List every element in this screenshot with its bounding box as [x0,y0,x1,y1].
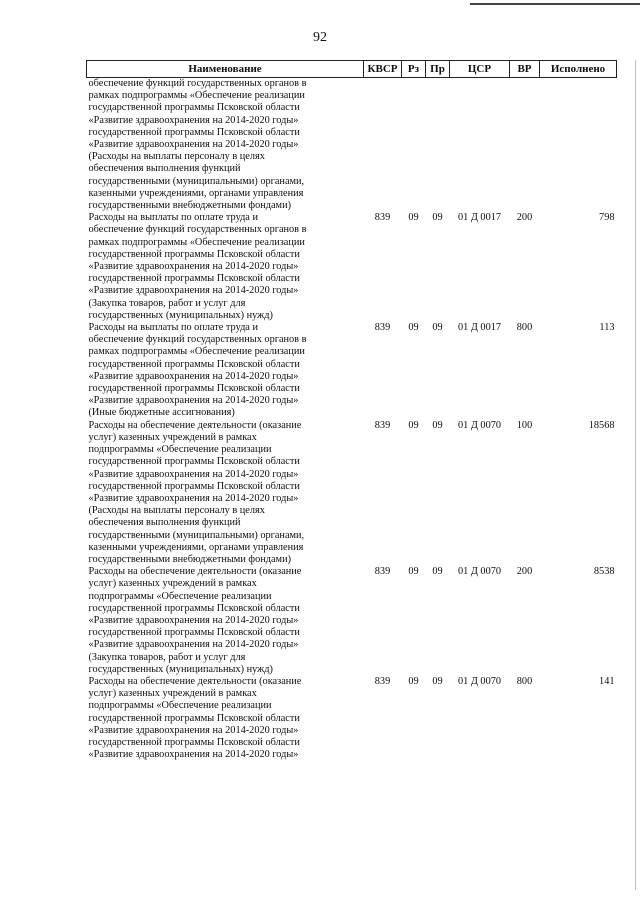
name-line: (Закупка товаров, работ и услуг для [88,651,246,663]
name-line: подпрограммы «Обеспечение реализации [88,590,272,602]
name-line: подпрограммы «Обеспечение реализации [88,444,272,456]
name-line: государственными (муниципальными) органами, [88,175,305,187]
name-line: «Развитие здравоохранения на 2014-2020 годы» [88,614,299,626]
name-line: государственными внебюджетными фондами) [88,553,292,565]
name-line: государственной программы Псковской области [88,736,300,748]
name-line: государственной программы Псковской области [88,102,300,114]
empty-cell [450,78,510,213]
name-line: обеспечения выполнения функций [88,517,241,529]
name-line: государственными (муниципальными) органами, [88,529,305,541]
cell-rz: 09 [408,419,419,431]
name-line: государственных (муниципальных) нужд) [88,309,273,321]
name-line: «Развитие здравоохранения на 2014-2020 годы» [88,261,299,273]
page-number: 92 [313,30,327,45]
cell-kvsr: 839 [374,212,391,224]
empty-cell [402,78,426,213]
name-line: «Развитие здравоохранения на 2014-2020 годы» [88,285,299,297]
cell-name [87,566,364,676]
cell-pr: 09 [432,419,443,431]
cell-kvsr: 839 [374,566,391,578]
cell-pr: 09 [432,675,443,687]
name-line: «Развитие здравоохранения на 2014-2020 годы» [88,724,299,736]
budget-table [86,60,617,761]
empty-cell [540,78,617,213]
table-row [87,212,617,322]
name-line: обеспечение функций государственных органов в [88,334,307,346]
cell-vr: 800 [516,322,533,334]
table-row-continuation [87,78,617,213]
cell-vr: 200 [516,566,533,578]
cell-kvsr: 839 [374,675,391,687]
name-line: рамках подпрограммы «Обеспечение реализации [88,90,305,102]
cell-csr: 01 Д 0070 [457,419,502,431]
name-line: «Развитие здравоохранения на 2014-2020 годы» [88,139,299,151]
cell-name [87,676,364,761]
name-line: (Закупка товаров, работ и услуг для [88,297,246,309]
cell-name [87,420,364,566]
cell-name [87,78,364,213]
name-line: «Развитие здравоохранения на 2014-2020 годы» [88,639,299,651]
cell-rz: 09 [408,675,419,687]
name-line: государственной программы Псковской области [88,456,300,468]
cell-pr: 09 [432,212,443,224]
cell-csr: 01 Д 0017 [457,212,502,224]
cell-rz: 09 [408,212,419,224]
cell-csr: 01 Д 0070 [457,675,502,687]
cell-kvsr: 839 [374,322,391,334]
cell-pr: 09 [432,566,443,578]
name-line: «Развитие здравоохранения на 2014-2020 годы» [88,395,299,407]
name-line: Расходы на выплаты по оплате труда и [88,322,258,334]
name-line: «Развитие здравоохранения на 2014-2020 годы» [88,749,299,761]
name-line: обеспечение функций государственных органов в [88,78,307,89]
cell-done: 113 [599,322,615,334]
name-line: государственной программы Псковской области [88,480,300,492]
name-line: рамках подпрограммы «Обеспечение реализации [88,346,305,358]
name-line: государственной программы Псковской области [88,358,300,370]
cell-rz: 09 [408,566,419,578]
header-done: Исполнено [540,61,617,78]
name-line: Расходы на обеспечение деятельности (оказание [88,566,302,578]
name-line: государственных (муниципальных) нужд) [88,663,273,675]
name-line: «Развитие здравоохранения на 2014-2020 годы» [88,114,299,126]
name-line: подпрограммы «Обеспечение реализации [88,700,272,712]
name-line: государственной программы Псковской области [88,273,300,285]
table-row [87,566,617,676]
cell-done: 141 [599,675,615,687]
top-rule [470,3,640,5]
name-line: государственной программы Псковской области [88,248,300,260]
table-row [87,676,617,761]
name-line: «Развитие здравоохранения на 2014-2020 годы» [88,370,299,382]
name-line: Расходы на обеспечение деятельности (оказание [88,675,302,687]
name-line: услуг) казенных учреждений в рамках [88,688,257,700]
header-csr: ЦСР [450,61,510,78]
name-line: казенными учреждениями, органами управления [88,187,304,199]
header-vr: ВР [510,61,540,78]
name-line: государственной программы Псковской области [88,602,300,614]
name-line: обеспечения выполнения функций [88,163,241,175]
name-line: (Расходы на выплаты персоналу в целях [88,151,265,163]
name-line: рамках подпрограммы «Обеспечение реализации [88,236,305,248]
scan-edge-line [635,60,636,890]
name-line: обеспечение функций государственных органов в [88,224,307,236]
empty-cell [426,78,450,213]
cell-name [87,322,364,420]
name-line: государственной программы Псковской области [88,712,300,724]
cell-name [87,212,364,322]
name-line: государственной программы Псковской области [88,126,300,138]
cell-done: 18568 [588,419,615,431]
name-line: государственной программы Псковской области [88,383,300,395]
name-line: (Расходы на выплаты персоналу в целях [88,505,265,517]
name-line: казенными учреждениями, органами управления [88,541,304,553]
cell-pr: 09 [432,322,443,334]
name-line: «Развитие здравоохранения на 2014-2020 годы» [88,468,299,480]
table-body [87,78,617,762]
header-kvsr: КВСР [364,61,402,78]
cell-csr: 01 Д 0017 [457,322,502,334]
name-line: «Развитие здравоохранения на 2014-2020 годы» [88,492,299,504]
header-pr: Пр [426,61,450,78]
cell-csr: 01 Д 0070 [457,566,502,578]
name-line: услуг) казенных учреждений в рамках [88,431,257,443]
cell-done: 8538 [593,566,615,578]
header-name: Наименование [87,61,364,78]
name-line: услуг) казенных учреждений в рамках [88,578,257,590]
cell-done: 798 [599,212,615,224]
header-rz: Рз [402,61,426,78]
cell-kvsr: 839 [374,419,391,431]
name-line: (Иные бюджетные ассигнования) [88,407,235,419]
name-line: государственной программы Псковской области [88,627,300,639]
name-line: государственными внебюджетными фондами) [88,200,292,212]
table-header-row [87,61,617,78]
cell-vr: 100 [516,419,533,431]
cell-vr: 200 [516,212,533,224]
empty-cell [510,78,540,213]
table-row [87,420,617,566]
name-line: Расходы на обеспечение деятельности (оказание [88,419,302,431]
empty-cell [364,78,402,213]
cell-vr: 800 [516,675,533,687]
cell-rz: 09 [408,322,419,334]
name-line: Расходы на выплаты по оплате труда и [88,212,258,224]
table-row [87,322,617,420]
